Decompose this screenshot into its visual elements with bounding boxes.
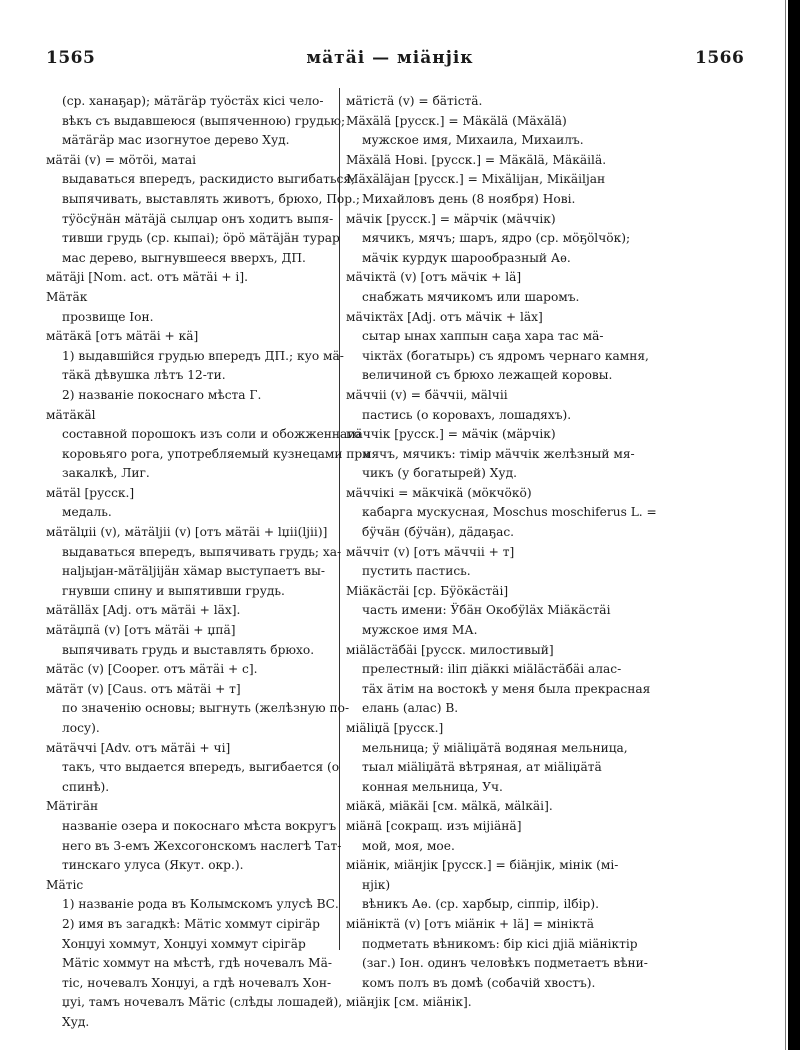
left-entry-headword: мӓтӓс (v) [Cooper. отъ мӓтӓі + с]. <box>46 662 258 677</box>
left-entry-line: него въ 3-емъ Жехсогонскомъ наслегѣ Тат- <box>62 838 342 853</box>
right-entry-line: тӓх ӓтім на востокѣ у меня была прекрасная <box>362 681 651 696</box>
left-entry-line: прозвище Іон. <box>62 309 154 324</box>
left-entry-line: 1) названіе рода въ Колымскомъ улусѣ ВС. <box>62 897 339 912</box>
right-entry-line: снабжать мячикомъ или шаромъ. <box>362 289 580 304</box>
left-entry-line: тіс, ночевалъ Хонџуі, а гдѣ ночевалъ Хон- <box>62 975 332 990</box>
right-entry-headword: Мӓхӓlӓјан [русск.] = Міхӓlіјан, Мікӓіlјан <box>346 172 606 187</box>
running-headwords: мӓтӓі — міӓнјік <box>306 48 474 68</box>
left-entry-line: коровьяго рога, употребляемый кузнецами при <box>62 446 371 461</box>
left-entry-line: тӓкӓ дѣвушка лѣтъ 12-ти. <box>62 368 226 383</box>
left-entry-headword: Мӓтігӓн <box>46 799 99 814</box>
left-entry-line: Хонџуі хоммут, Хонџуі хоммут сірігӓр <box>62 936 306 951</box>
left-entry-line: тивши грудь (ср. кыпаі); ӧрӧ мӓтӓјӓн турар <box>62 231 340 246</box>
scan-edge-line <box>785 0 786 1050</box>
column-divider <box>339 88 340 950</box>
left-entry-line: названіе озера и покоснаго мѣста вокругъ <box>62 818 337 833</box>
right-entry-line: мячъ, мячикъ: тімір мӓччік желѣзный мя- <box>362 446 635 461</box>
left-entry-line: по значенію основы; выгнуть (желѣзную по- <box>62 701 350 716</box>
right-entry-line: мой, моя, мое. <box>362 838 455 853</box>
left-entry-line: лосу). <box>62 721 100 735</box>
left-entry-line: наljыјан-мӓтӓljіјӓн хӓмар выступаетъ вы- <box>62 564 325 579</box>
right-entry-line: мячикъ, мячъ; шаръ, ядро (ср. мӧҕӧlчӧк); <box>362 231 631 246</box>
right-entry-headword: міӓнӓ [сокращ. изъ міјіӓнӓ] <box>346 818 522 833</box>
right-entry-headword: міӓlӓстӓбӓі [русск. милостивый] <box>346 642 554 657</box>
right-entry-headword: Мӓхӓlӓ Нові. [русск.] = Мӓкӓlӓ, Мӓкӓіlӓ. <box>346 152 607 167</box>
right-entry-line: мужское имя МА. <box>362 623 478 638</box>
left-entry-line: вѣкъ съ выдавшеюся (выпяченною) грудью; <box>62 113 346 128</box>
left-entry-line: гнувши спину и выпятивши грудь. <box>62 583 285 598</box>
right-entry-line: чикъ (у богатырей) Худ. <box>362 466 517 481</box>
left-entry-line: выпячивать грудь и выставлять брюхо. <box>62 642 315 657</box>
right-entry-line: пустить пастись. <box>362 564 471 579</box>
left-entry-headword: мӓтӓччі [Adv. отъ мӓтӓі + чі] <box>46 740 231 755</box>
right-entry-line: часть имени: Ӱбӓн Окобӱlӓх Міӓкӓстӓі <box>362 603 611 618</box>
left-entry-line: спинѣ). <box>62 779 110 794</box>
page-number-right: 1566 <box>695 48 745 68</box>
left-entry-headword: мӓтӓкӓ [отъ мӓтӓі + кӓ] <box>46 329 199 344</box>
right-entry-headword: міӓlіџӓ [русск.] <box>346 721 444 735</box>
right-entry-headword: міӓніктӓ (v) [отъ міӓнік + lӓ] = мініктӓ <box>346 916 595 931</box>
left-entry-line: 2) имя въ загадкѣ: Мӓтіс хоммут сірігӓр <box>62 916 320 931</box>
left-entry-line: мас дерево, выгнувшееся вверхъ, ДП. <box>62 250 306 265</box>
left-entry-line: Худ. <box>62 1014 90 1029</box>
right-entry-headword: мӓччікі = мӓкчікӓ (мӧкчӧкӧ) <box>346 485 532 500</box>
right-entry-line: нјік) <box>362 877 391 892</box>
right-entry-line: подметать вѣникомъ: бір кісі дјіӓ міӓніктір <box>362 936 638 951</box>
left-entry-line: тинскаго улуса (Якут. окр.). <box>62 858 244 873</box>
left-entry-headword: мӓтӓі (v) = мӧтӧі, матаі <box>46 152 197 167</box>
right-entry-headword: Мӓхӓlӓ [русск.] = Мӓкӓlӓ (Мӓхӓlӓ) <box>346 113 567 128</box>
left-entry-headword: мӓтӓllӓх [Adj. отъ мӓтӓі + lӓх]. <box>46 603 241 618</box>
right-entry-headword: мӓчік [русск.] = мӓрчік (мӓччік) <box>346 211 556 226</box>
left-entry-headword: мӓтӓlџіі (v), мӓтӓljіі (v) [отъ мӓтӓі + lџіі(ljіі)] <box>46 525 328 540</box>
right-entry-line: мӓчік курдук шарообразный Аѳ. <box>362 250 571 265</box>
right-entry-headword: міӓнік, міӓнјік [русск.] = біӓнјік, мінік (мі- <box>346 858 619 873</box>
right-entry-line: вѣникъ Аѳ. (ср. харбыр, сіппір, іlбір). <box>362 897 599 912</box>
right-entry-line: прелестный: іlіп діӓккі міӓlӓстӓбӓі алас- <box>362 662 622 677</box>
left-entry-line: 1) выдавшійся грудью впередъ ДП.; куо мӓ- <box>62 348 344 363</box>
right-entry-line: (заг.) Іон. одинъ человѣкъ подметаетъ вѣни- <box>362 956 648 971</box>
right-entry-line: бӱчӓн (бӱчӓн), дӓдаҕас. <box>362 525 515 540</box>
right-entry-headword: мӓччік [русск.] = мӓчік (мӓрчік) <box>346 427 556 442</box>
right-entry-headword: мӓччіі (v) = бӓччіі, мӓlчіі <box>346 387 508 402</box>
right-entry-line: тыал міӓlіџӓтӓ вѣтряная, ат міӓlіџӓтӓ <box>362 760 602 775</box>
right-entry-headword: мӓтістӓ (v) = бӓтістӓ. <box>346 94 483 108</box>
right-entry-line: сытар ынах хаппын саҕа хара тас мӓ- <box>362 329 604 344</box>
right-entry-line: мельница; ӱ міӓlіџӓтӓ водяная мельница, <box>362 740 628 755</box>
left-entry-headword: Мӓтӓк <box>46 289 88 304</box>
left-entry-line: выдаваться впередъ, выпячивать грудь; ха- <box>62 544 342 559</box>
left-entry-line: такъ, что выдается впередъ, выгибается (о <box>62 760 340 775</box>
right-entry-line: кабарга мускусная, Moschus moschiferus L. = <box>362 505 657 520</box>
left-entry-headword: мӓтӓјі [Nom. act. отъ мӓтӓі + і]. <box>46 270 248 285</box>
right-entry-headword: Міӓкӓстӓі [ср. Бӱӧкӓстӓі] <box>346 583 509 598</box>
right-entry-line: елань (алас) В. <box>362 701 459 716</box>
right-entry-headword: мӓччіт (v) [отъ мӓччіі + т] <box>346 544 515 559</box>
left-entry-line: џуі, тамъ ночевалъ Мӓтіс (слѣды лошадей), <box>62 995 343 1010</box>
left-entry-headword: мӓтӓкӓl <box>46 407 96 422</box>
right-entry-line: мужское имя, Михаила, Михаилъ. <box>362 133 584 148</box>
left-entry-headword: мӓтӓт (v) [Caus. отъ мӓтӓі + т] <box>46 681 241 696</box>
right-entry-headword: мӓчіктӓх [Adj. отъ мӓчік + lӓх] <box>346 309 543 324</box>
left-entry-headword: Мӓтіс <box>46 877 84 892</box>
left-entry-line: 2) названіе покоснаго мѣста Г. <box>62 387 262 402</box>
left-column <box>46 92 371 1033</box>
left-entry-line: мӓтӓгӓр мас изогнутое дерево Худ. <box>62 133 290 148</box>
right-entry-headword: міӓкӓ, міӓкӓі [см. мӓlкӓ, мӓlкӓі]. <box>346 799 553 814</box>
left-entry-line: закалкѣ, Лиг. <box>62 466 150 481</box>
left-entry-line: выдаваться впередъ, раскидисто выгибаться; <box>62 172 356 187</box>
left-entry-headword: мӓтӓџпӓ (v) [отъ мӓтӓі + џпӓ] <box>46 623 236 638</box>
left-entry-headword: мӓтӓl [русск.] <box>46 485 135 500</box>
right-entry-line: чіктӓх (богатырь) съ ядромъ чернаго камня, <box>362 348 649 363</box>
page-number-left: 1565 <box>46 48 96 68</box>
left-entry-line: (ср. ханаҕар); мӓтӓгӓр туӧстӓх кісі чело- <box>62 94 324 108</box>
right-entry-line: Михайловъ день (8 ноября) Нові. <box>362 191 576 206</box>
right-entry-line: величиной съ брюхо лежащей коровы. <box>362 368 613 383</box>
right-entry-headword: мӓчіктӓ (v) [отъ мӓчік + lӓ] <box>346 270 522 285</box>
left-entry-line: тӱӧсӱнӓн мӓтӓјӓ сылџар онъ ходитъ выпя- <box>62 211 334 226</box>
left-entry-line: Мӓтіс хоммут на мѣстѣ, гдѣ ночевалъ Мӓ- <box>62 956 333 971</box>
right-entry-line: конная мельница, Уч. <box>362 779 503 794</box>
right-entry-line: пастись (о коровахъ, лошадяхъ). <box>362 407 572 422</box>
right-entry-line: комъ полъ въ домѣ (собачій хвостъ). <box>362 975 596 990</box>
left-entry-line: выпячивать, выставлять животъ, брюхо, Пор.; <box>62 191 360 206</box>
left-entry-line: медаль. <box>62 505 112 520</box>
right-column <box>346 92 657 1013</box>
scan-edge-bar <box>788 0 800 1050</box>
right-entry-headword: міӓнјік [см. міӓнік]. <box>346 995 472 1010</box>
page-header <box>0 48 800 78</box>
left-entry-line: составной порошокъ изъ соли и обожженнаго <box>62 427 362 442</box>
